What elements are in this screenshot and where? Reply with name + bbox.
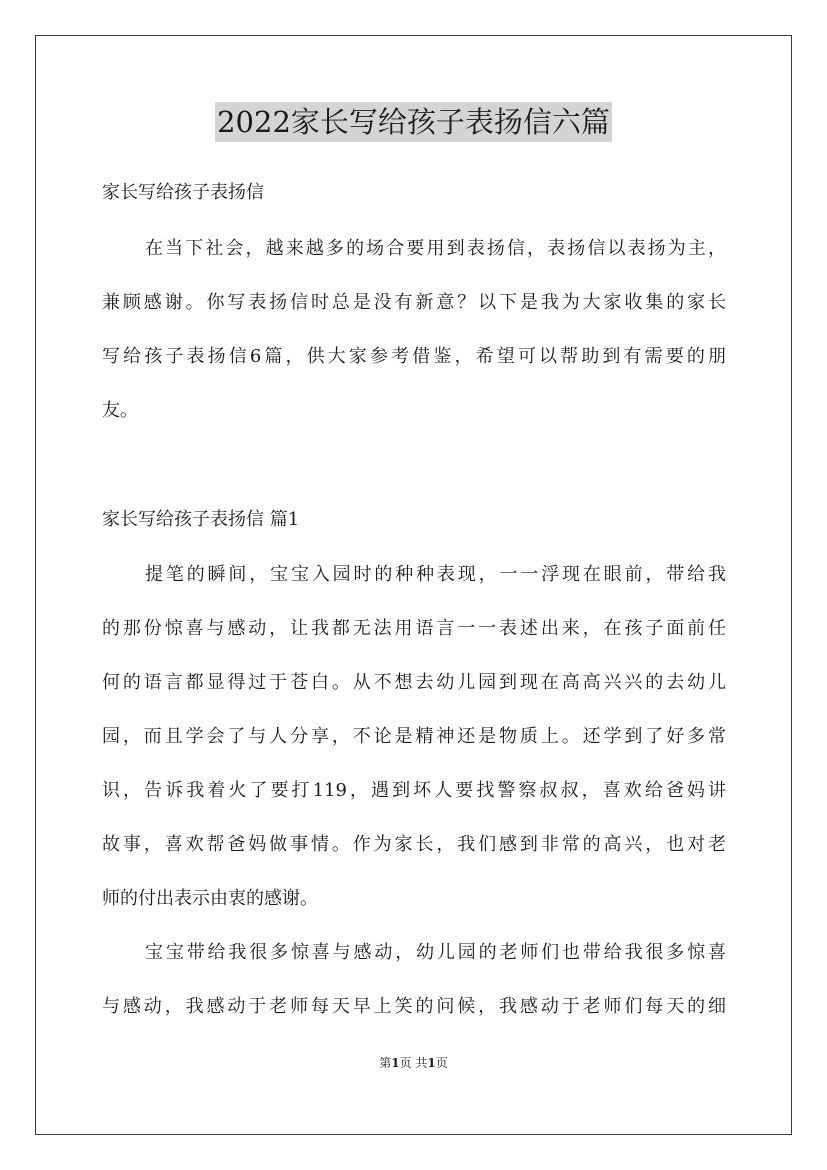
article-1-para-1-line-7: 师的付出表示由衷的感谢。 <box>102 888 318 909</box>
document-title <box>0 102 827 142</box>
article-1-para-2-line-1: 宝宝带给我很多惊喜与感动，幼儿园的老师们也带给我很多惊喜 <box>145 942 726 963</box>
intro-heading: 家长写给孩子表扬信 <box>102 182 264 203</box>
article-1-para-1-line-6: 故事，喜欢帮爸妈做事情。作为家长，我们感到非常的高兴，也对老 <box>102 834 726 855</box>
article-1-para-1-line-3: 何的语言都显得过于苍白。从不想去幼儿园到现在高高兴兴的去幼儿 <box>102 672 726 693</box>
article-1-heading: 家长写给孩子表扬信 篇1 <box>102 509 300 530</box>
intro-line-4: 友。 <box>102 400 138 421</box>
intro-line-1: 在当下社会，越来越多的场合要用到表扬信，表扬信以表扬为主， <box>145 238 726 259</box>
footer-page-total: 1 <box>427 1056 436 1070</box>
footer-prefix: 第 <box>379 1056 392 1070</box>
article-1-para-2-line-2: 与感动，我感动于老师每天早上笑的问候，我感动于老师们每天的细 <box>102 996 726 1017</box>
page-footer <box>0 1055 827 1071</box>
footer-page-current: 1 <box>391 1056 400 1070</box>
document-title-text: 2022家长写给孩子表扬信六篇 <box>215 102 612 142</box>
article-1-para-1-line-4: 园，而且学会了与人分享，不论是精神还是物质上。还学到了好多常 <box>102 726 726 747</box>
footer-suffix: 页 <box>435 1056 448 1070</box>
intro-line-3: 写给孩子表扬信6篇，供大家参考借鉴，希望可以帮助到有需要的朋 <box>102 346 726 367</box>
article-1-para-1-line-5: 识，告诉我着火了要打119，遇到坏人要找警察叔叔，喜欢给爸妈讲 <box>102 780 726 801</box>
intro-line-2: 兼顾感谢。你写表扬信时总是没有新意？以下是我为大家收集的家长 <box>102 292 726 313</box>
article-1-para-1-line-2: 的那份惊喜与感动，让我都无法用语言一一表述出来，在孩子面前任 <box>102 618 726 639</box>
footer-mid: 页 共 <box>399 1056 428 1070</box>
article-1-para-1-line-1: 提笔的瞬间，宝宝入园时的种种表现，一一浮现在眼前，带给我 <box>145 564 726 585</box>
